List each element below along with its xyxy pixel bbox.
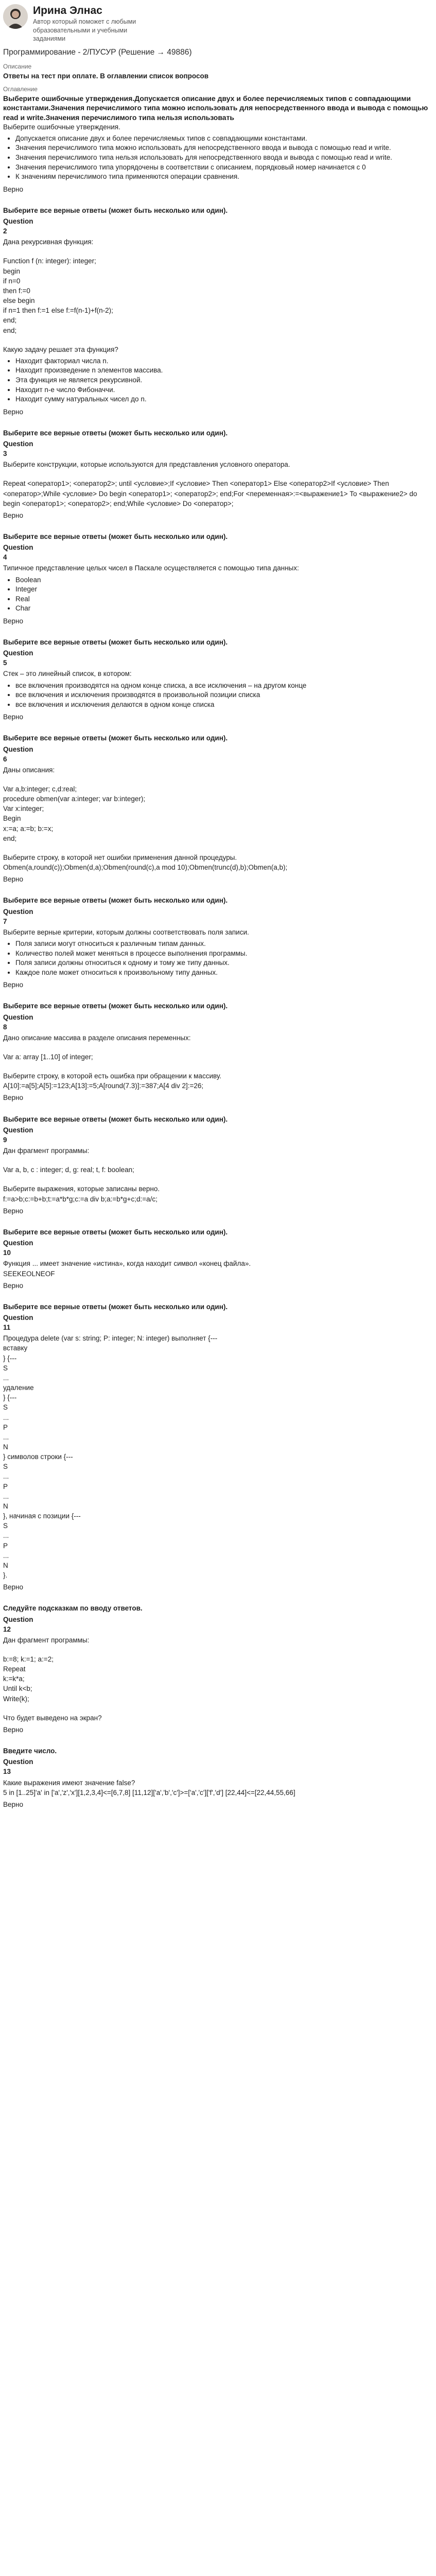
question-instruction: Выберите все верные ответы (может быть несколько или один). [3, 1228, 228, 1236]
option-item: • Char [15, 604, 433, 613]
question-body [3, 1333, 433, 1580]
option-item: • Находит факториал числа n. [15, 357, 433, 366]
question-body [3, 1635, 433, 1723]
question-number: 12 [3, 1625, 11, 1633]
question-text-line: f:=a>b;c:=b+b;t:=a*b*g;c:=a div b;a:=b*g+c;d:=a/c; [3, 1195, 158, 1203]
option-item: • Integer [15, 585, 433, 594]
question-heading: Question [3, 1758, 33, 1766]
question-text-line: end; [3, 316, 17, 325]
question-instruction: Выберите все верные ответы (может быть несколько или один). [3, 734, 228, 742]
question-text-line: Дан фрагмент программы: [3, 1147, 90, 1155]
answer-verdict: Верно [3, 1583, 23, 1591]
question-heading: Question [3, 1239, 33, 1247]
question-text-line: Var x:integer; [3, 805, 44, 813]
question-number: 10 [3, 1249, 11, 1257]
blank-line [3, 1062, 433, 1071]
question-text-line: Какие выражения имеют значение false? [3, 1778, 135, 1787]
question-block [3, 206, 433, 417]
question-text-line: then f:=0 [3, 286, 30, 295]
question-text-line: Obmen(a,round(c));Obmen(d,a);Obmen(round(c),a mod 10);Obmen(trunc(d),b);Obmen(a,b); [3, 863, 288, 872]
answer-verdict: Верно [3, 185, 23, 193]
question-heading: Question [3, 1313, 33, 1321]
question-body [3, 1778, 433, 1798]
question-text-line: if n=0 [3, 277, 21, 285]
question-body [3, 927, 433, 937]
question-text-line: x:=a; a:=b; b:=x; [3, 824, 54, 833]
question-body [3, 669, 433, 679]
question-text-line: A[10]:=a[5];A[5]:=123;A[13]:=5;A[round(7.3)]:=387;A[4 div 2]:=26; [3, 1082, 204, 1090]
question-text-line: ... [3, 1532, 9, 1540]
option-item: • Количество полей может меняться в процессе выполнения программы. [15, 949, 433, 958]
option-item: • Значения перечислимого типа упорядочены в соответствии с описанием, порядковый номер начинается с 0 [15, 163, 433, 172]
question-instruction: Следуйте подсказкам по вводу ответов. [3, 1604, 143, 1613]
option-item: • Находит сумму натуральных чисел до n. [15, 395, 433, 404]
question-text-line: S [3, 1463, 8, 1471]
question-text-line: procedure obmen(var a:integer; var b:integer); [3, 795, 146, 803]
answer-verdict: Верно [3, 511, 23, 519]
question-text-line: Стек – это линейный список, в котором: [3, 670, 132, 678]
question-options [3, 575, 433, 613]
question-number: 2 [3, 227, 7, 235]
question-body [3, 563, 433, 573]
description-value: Ответы на тест при оплате. В оглавлении список вопросов [3, 72, 208, 80]
intro-question-options [3, 134, 433, 181]
question-text-line: b:=8; k:=1; a:=2; [3, 1655, 54, 1663]
question-text-line: удаление [3, 1384, 34, 1392]
question-text-line: Дана рекурсивная функция: [3, 238, 94, 246]
question-text-line: ... [3, 1413, 9, 1421]
question-instruction: Выберите все верные ответы (может быть несколько или один). [3, 1002, 228, 1010]
question-text-line: Repeat <оператор1>; <оператор2>; until <условие>;If <условие> Then <оператор1> Else <оператор2>If <условие> Then <оператор>;While <условие> Do begin <оператор1>; <оператор2>; end;For <переменная>:=<выражение1> To <выражение2> do begin <оператор1>; <оператор2>; end;While <условие> Do <оператор>; [3, 480, 420, 507]
question-text-line: P [3, 1541, 8, 1550]
question-text-line: Типичное представление целых чисел в Паскале осуществляется с помощью типа данных: [3, 564, 299, 572]
answer-verdict: Верно [3, 713, 23, 721]
question-instruction: Выберите все верные ответы (может быть несколько или один). [3, 206, 228, 214]
author-description: Автор который поможет с любыми образовательными и учебными заданиями [33, 18, 136, 42]
question-text-line: Write(k); [3, 1694, 29, 1703]
question-heading: Question [3, 544, 33, 552]
question-block [3, 1114, 433, 1216]
question-text-line: ... [3, 1472, 9, 1481]
question-text-line: Какую задачу решает эта функция? [3, 345, 118, 353]
answer-verdict: Верно [3, 981, 23, 989]
question-block [3, 1302, 433, 1592]
blank-line [3, 335, 433, 345]
question-text-line: Дан фрагмент программы: [3, 1636, 90, 1644]
question-heading: Question [3, 1126, 33, 1134]
question-text-line: S [3, 1364, 8, 1372]
question-text-line: Function f (n: integer): integer; [3, 257, 96, 265]
question-text-line: N [3, 1502, 8, 1510]
option-item: • К значениям перечислимого типа применяются операции сравнения. [15, 172, 433, 181]
questions-list [3, 206, 433, 1809]
question-body [3, 460, 433, 509]
question-text-line: k:=k*a; [3, 1675, 25, 1683]
question-text-line: else begin [3, 297, 35, 305]
question-number: 9 [3, 1136, 7, 1144]
author-block [3, 4, 433, 43]
question-text-line: }, начиная с позиции {--- [3, 1512, 81, 1520]
question-instruction: Выберите все верные ответы (может быть несколько или один). [3, 896, 228, 905]
question-block [3, 895, 433, 990]
question-text-line: } {--- [3, 1354, 17, 1362]
option-item: • все включения производятся на одном конце списка, а все исключения – на другом конце [15, 681, 433, 690]
question-heading: Question [3, 1013, 33, 1021]
question-text-line: Выберите строку, в которой нет ошибки применения данной процедуры. [3, 853, 237, 861]
blank-line [3, 1175, 433, 1184]
question-number: 5 [3, 659, 7, 667]
answer-verdict: Верно [3, 1094, 23, 1102]
question-text-line: Выберите конструкции, которые используются для представления условного оператора. [3, 461, 290, 469]
blank-line [3, 247, 433, 256]
option-item: • Каждое поле может относиться к произвольному типу данных. [15, 968, 433, 977]
question-text-line: Процедура delete (var s: string; P: integer; N: integer) выполняет {--- [3, 1334, 218, 1343]
question-number: 13 [3, 1768, 11, 1776]
option-item: • Поля записи могут относиться к различным типам данных. [15, 939, 433, 948]
option-item: • Значения перечислимого типа нельзя использовать для непосредственного ввода и вывода с помощью read и write. [15, 153, 433, 162]
option-item: • Поля записи должны относиться к одному и тому же типу данных. [15, 958, 433, 968]
question-text-line: P [3, 1423, 8, 1431]
question-instruction: Выберите все верные ответы (может быть несколько или один). [3, 1115, 228, 1123]
question-text-line: P [3, 1482, 8, 1490]
option-item: • Boolean [15, 575, 433, 585]
question-instruction: Выберите все верные ответы (может быть несколько или один). [3, 1302, 228, 1311]
question-number: 6 [3, 755, 7, 763]
option-item: • Находит произведение n элементов массива. [15, 366, 433, 375]
question-body [3, 1146, 433, 1204]
answer-verdict: Верно [3, 408, 23, 416]
question-text-line: Var a: array [1..10] of integer; [3, 1053, 93, 1061]
question-block [3, 1603, 433, 1735]
question-text-line: Var a,b:integer; c,d:real; [3, 785, 77, 793]
question-text-line: N [3, 1443, 8, 1451]
question-body [3, 237, 433, 354]
question-text-line: } символов строки {--- [3, 1453, 73, 1461]
question-text-line: ... [3, 1374, 9, 1382]
answer-verdict: Верно [3, 1281, 23, 1290]
question-text-line: Дано описание массива в разделе описания переменных: [3, 1033, 191, 1042]
blank-line [3, 843, 433, 853]
avatar-portrait-icon [3, 4, 28, 29]
toc-intro-text: Выберите ошибочные утверждения.Допускается описание двух и более перечисляемых типов с совпадающими константами.Значения перечислимого типа можно использовать для непосредственного ввода и вывода с помощью read и write.Значения перечислимого типа нельзя использовать [3, 94, 428, 122]
question-text-line: ... [3, 1433, 9, 1441]
option-item: • все включения и исключения производятся в произвольной позиции списка [15, 690, 433, 700]
answer-verdict: Верно [3, 617, 23, 625]
question-body [3, 1033, 433, 1091]
question-heading: Question [3, 649, 33, 657]
question-text-line: ... [3, 1492, 9, 1500]
answer-verdict: Верно [3, 1725, 23, 1734]
question-instruction: Введите число. [3, 1747, 57, 1755]
question-options [3, 357, 433, 404]
question-text-line: }. [3, 1571, 8, 1580]
author-info [33, 4, 146, 43]
question-block [3, 532, 433, 626]
question-options [3, 681, 433, 709]
question-text-line: N [3, 1561, 8, 1569]
question-body [3, 1259, 433, 1278]
question-text-line: Repeat [3, 1665, 26, 1673]
question-options [3, 939, 433, 977]
question-text-line: Var a, b, c : integer; d, g: real; t, f: boolean; [3, 1166, 134, 1174]
question-text-line: SEEKEOLNEOF [3, 1269, 55, 1278]
question-block [3, 637, 433, 722]
question-text-line: Выберите выражения, которые записаны верно. [3, 1185, 160, 1193]
option-item: • Real [15, 595, 433, 604]
option-item: • все включения и исключения делаются в одном конце списка [15, 700, 433, 709]
question-number: 7 [3, 917, 7, 925]
question-instruction: Выберите все верные ответы (может быть несколько или один). [3, 533, 228, 540]
question-text-line: 5 in [1..25]'a' in ['a','z','x'][1,2,3,4]<=[6,7,8] [11,12]['a','b','c']>=['a','c']['f','d'] [22,44]<=[22,44,55,66] [3, 1788, 295, 1797]
toc-label: Оглавление [3, 86, 38, 93]
question-block [3, 1746, 433, 1809]
question-number: 8 [3, 1023, 7, 1031]
author-avatar[interactable] [3, 4, 28, 29]
question-heading: Question [3, 907, 33, 916]
question-text-line: Функция ... имеет значение «истина», когда находит символ «конец файла». [3, 1260, 251, 1268]
question-text-line: Выберите строку, в которой есть ошибка при обращении к массиву. [3, 1072, 222, 1080]
question-number: 11 [3, 1324, 11, 1332]
question-block [3, 1227, 433, 1291]
author-name[interactable]: Ирина Элнас [33, 5, 102, 16]
question-text-line: Begin [3, 815, 21, 823]
question-text-line: S [3, 1403, 8, 1412]
question-text-line: S [3, 1522, 8, 1530]
question-heading: Question [3, 745, 33, 753]
description-label: Описание [3, 63, 32, 70]
question-text-line: if n=1 then f:=1 else f:=f(n-1)+f(n-2); [3, 307, 113, 315]
question-text-line: Выберите верные критерии, которым должны соответствовать поля записи. [3, 928, 249, 936]
question-number: 4 [3, 553, 7, 562]
question-number: 3 [3, 450, 7, 458]
question-instruction: Выберите все верные ответы (может быть несколько или один). [3, 429, 228, 437]
question-text-line: Что будет выведено на экран? [3, 1714, 102, 1722]
option-item: • Допускается описание двух и более перечисляемых типов с совпадающими константами. [15, 134, 433, 143]
blank-line [3, 775, 433, 784]
intro-question-prompt: Выберите ошибочные утверждения. [3, 123, 120, 131]
option-item: • Эта функция не является рекурсивной. [15, 376, 433, 385]
answer-verdict: Верно [3, 1207, 23, 1215]
blank-line [3, 1645, 433, 1654]
question-text-line: begin [3, 267, 21, 275]
question-text-line: end; [3, 834, 17, 842]
question-text-line: вставку [3, 1344, 28, 1352]
option-item: • Находит n-е число Фибоначчи. [15, 385, 433, 395]
question-block [3, 428, 433, 520]
question-text-line: end; [3, 326, 17, 334]
question-text-line: Даны описания: [3, 766, 55, 774]
question-block [3, 1001, 433, 1103]
question-heading: Question [3, 217, 33, 225]
question-instruction: Выберите все верные ответы (может быть несколько или один). [3, 638, 228, 646]
question-text-line: } {--- [3, 1394, 17, 1402]
answer-verdict: Верно [3, 875, 23, 884]
blank-line [3, 469, 433, 479]
blank-line [3, 1704, 433, 1713]
option-item: • Значения перечислимого типа можно использовать для непосредственного ввода и вывода с помощью read и write. [15, 143, 433, 152]
question-heading: Question [3, 439, 33, 448]
page-title: Программирование - 2/ПУСУР (Решение → 49886) [3, 48, 192, 57]
question-heading: Question [3, 1615, 33, 1623]
question-text-line: ... [3, 1551, 9, 1560]
question-text-line: Until k<b; [3, 1685, 32, 1693]
blank-line [3, 1156, 433, 1165]
blank-line [3, 1043, 433, 1052]
question-body [3, 765, 433, 872]
answer-verdict: Верно [3, 1800, 23, 1808]
question-block [3, 733, 433, 884]
